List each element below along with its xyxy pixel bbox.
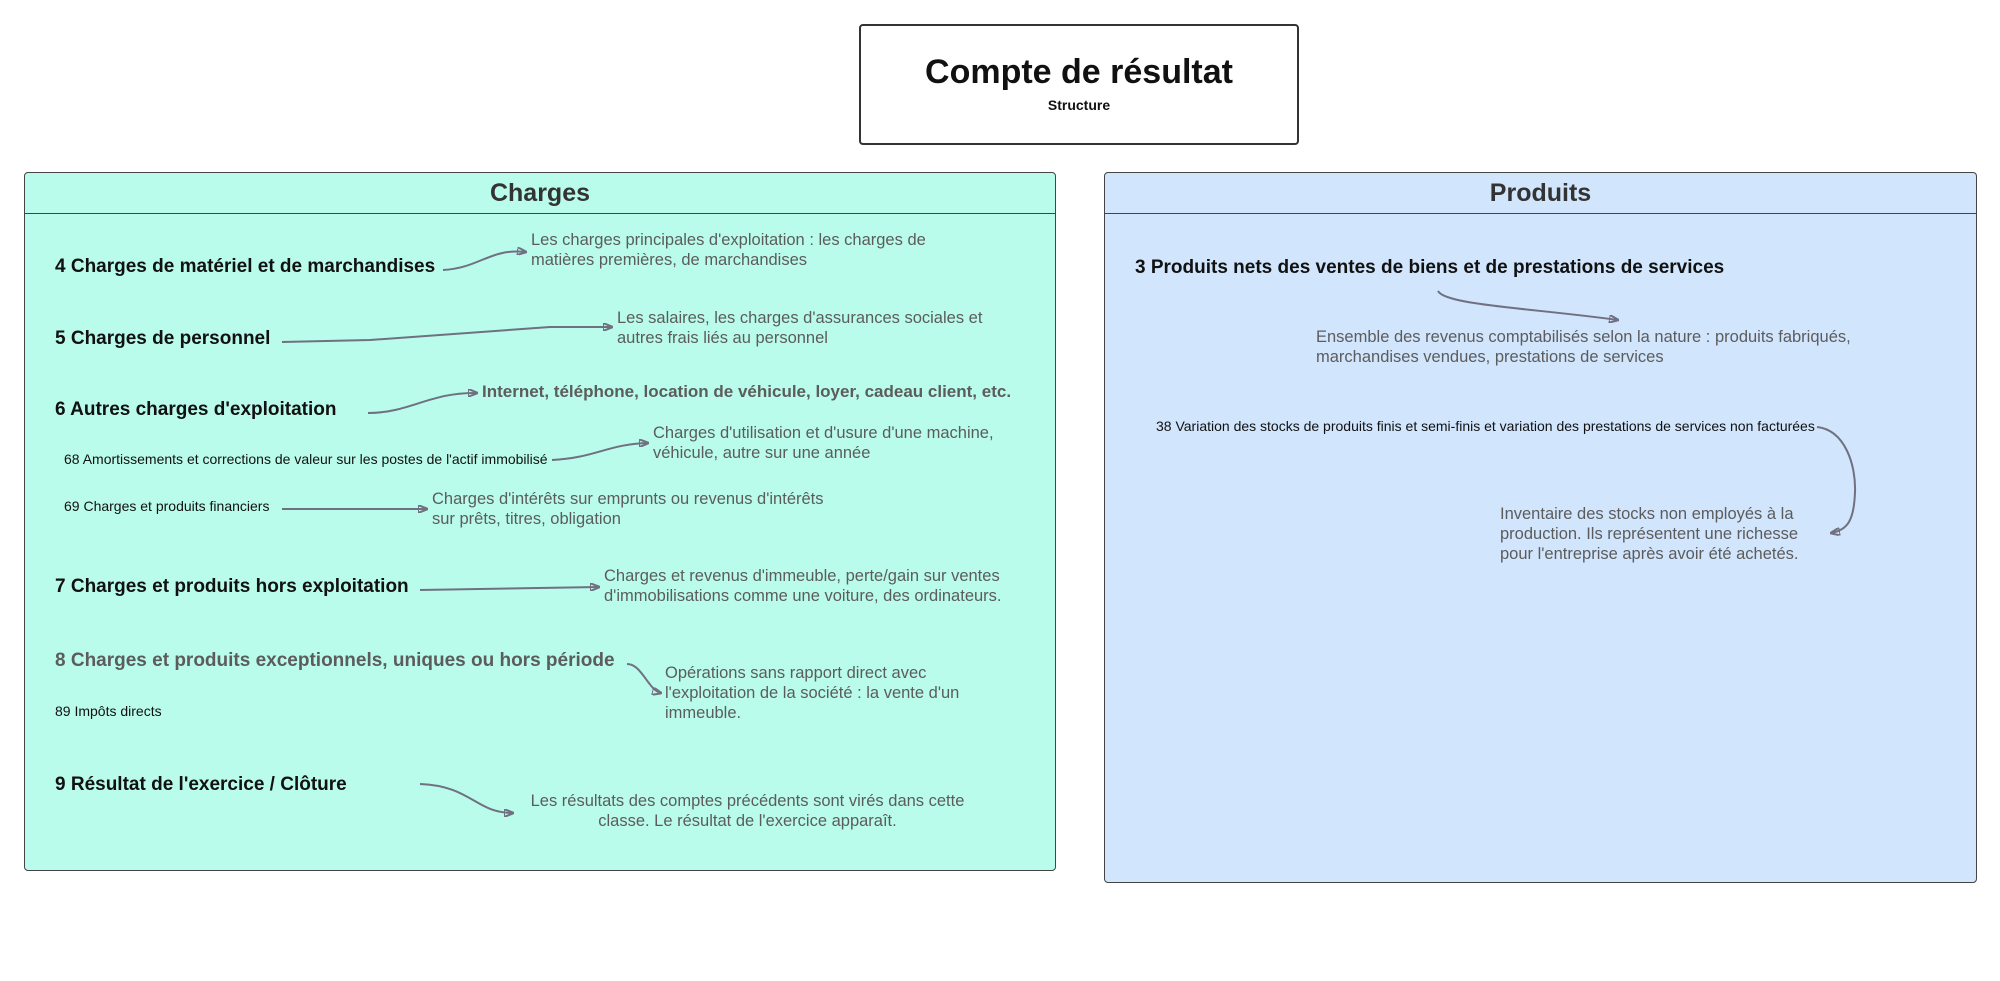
charges-item-8-desc: Opérations sans rapport direct avec l'exploitation de la société : la vente d'un immeuble. [665, 664, 960, 722]
charges-item-6-label: 6 Autres charges d'exploitation [55, 399, 337, 420]
title-box [859, 24, 1299, 145]
charges-item-69-label: 69 Charges et produits financiers [64, 498, 270, 514]
charges-panel-title: Charges [25, 173, 1055, 214]
produits-item-38-label: 38 Variation des stocks de produits finis et semi-finis et variation des prestations de services non facturées [1156, 418, 1815, 434]
charges-item-6-desc: Internet, téléphone, location de véhicule, loyer, cadeau client, etc. [482, 382, 1012, 401]
charges-item-8-label: 8 Charges et produits exceptionnels, uniques ou hors période [55, 650, 615, 671]
charges-item-89-label: 89 Impôts directs [55, 703, 162, 719]
produits-item-38-desc: Inventaire des stocks non employés à la production. Ils représentent une richesse pour l'entreprise après avoir été achetés. [1500, 505, 1799, 563]
charges-item-68-desc: Charges d'utilisation et d'usure d'une machine, véhicule, autre sur une année [653, 424, 994, 462]
produits-panel-title: Produits [1105, 173, 1976, 214]
produits-item-3-label: 3 Produits nets des ventes de biens et de prestations de services [1135, 257, 1725, 278]
page-title: Compte de résultat [925, 53, 1233, 91]
charges-item-69-desc: Charges d'intérêts sur emprunts ou revenus d'intérêts sur prêts, titres, obligation [432, 490, 824, 528]
charges-item-5-desc: Les salaires, les charges d'assurances sociales et autres frais liés au personnel [617, 309, 983, 347]
charges-item-4-desc: Les charges principales d'exploitation : les charges de matières premières, de marchandises [531, 231, 926, 269]
charges-item-4-label: 4 Charges de matériel et de marchandises [55, 256, 436, 277]
charges-item-7-label: 7 Charges et produits hors exploitation [55, 576, 409, 597]
charges-item-68-label: 68 Amortissements et corrections de valeur sur les postes de l'actif immobilisé [64, 451, 548, 467]
charges-item-9-label: 9 Résultat de l'exercice / Clôture [55, 774, 347, 795]
charges-item-9-desc: Les résultats des comptes précédents sont virés dans cette classe. Le résultat de l'exercice apparaît. [530, 792, 965, 830]
charges-item-5-label: 5 Charges de personnel [55, 328, 271, 349]
page-subtitle: Structure [1047, 97, 1111, 114]
produits-item-3-desc: Ensemble des revenus comptabilisés selon la nature : produits fabriqués, marchandises vendues, prestations de services [1316, 328, 1851, 366]
charges-item-7-desc: Charges et revenus d'immeuble, perte/gain sur ventes d'immobilisations comme une voiture, des ordinateurs. [604, 567, 1002, 605]
